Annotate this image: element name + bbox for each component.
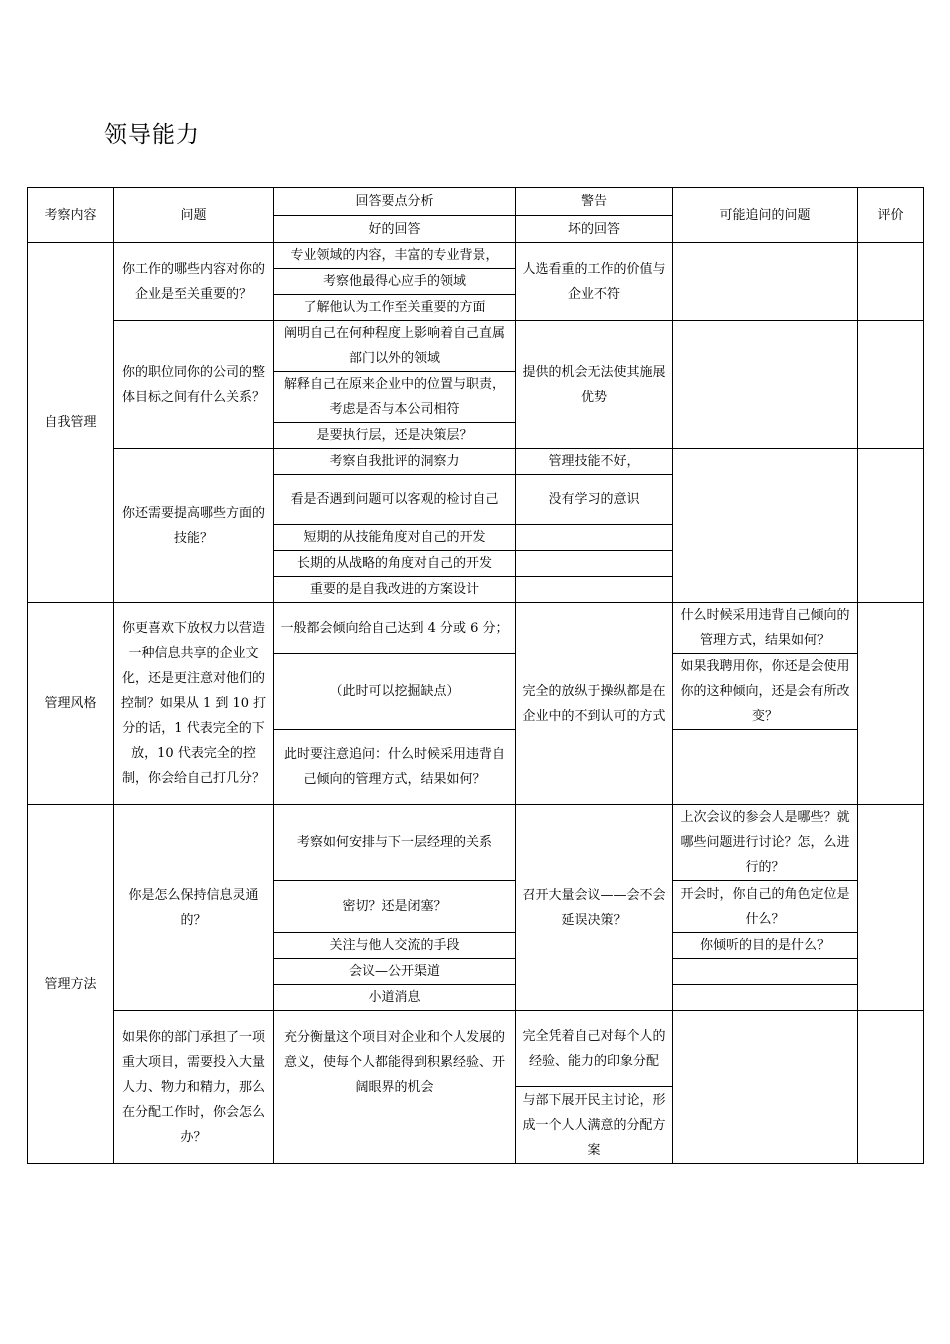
header-followup: 可能追问的问题 [673, 188, 858, 243]
header-warning: 警告 [516, 188, 673, 216]
followup-cell: 如果我聘用你，你还是会使用你的这种倾向，还是会有所改变？ [673, 654, 858, 730]
bad-answer-cell: 与部下展开民主讨论，形成一个人人满意的分配方案 [516, 1087, 673, 1164]
good-answer-cell: 专业领域的内容，丰富的专业背景， [274, 243, 516, 269]
good-answer-cell: 关注与他人交流的手段 [274, 933, 516, 959]
followup-cell: 你倾听的目的是什么？ [673, 933, 858, 959]
followup-cell: 开会时，你自己的角色定位是什么？ [673, 881, 858, 933]
header-question: 问题 [114, 188, 274, 243]
good-answer-cell: 密切？还是闭塞？ [274, 881, 516, 933]
followup-cell: 上次会议的参会人是哪些？就哪些问题进行讨论？怎，么进行的？ [673, 805, 858, 881]
evaluation-cell [858, 321, 924, 449]
question-cell: 你还需要提高哪些方面的技能？ [114, 449, 274, 603]
question-cell: 你工作的哪些内容对你的企业是至关重要的？ [114, 243, 274, 321]
good-answer-cell: 考察如何安排与下一层经理的关系 [274, 805, 516, 881]
question-cell: 你是怎么保持信息灵通的？ [114, 805, 274, 1011]
followup-cell [673, 449, 858, 603]
header-bad-answer: 坏的回答 [516, 216, 673, 243]
followup-cell [673, 243, 858, 321]
evaluation-cell [858, 805, 924, 1011]
evaluation-cell [858, 449, 924, 603]
header-good-answer: 好的回答 [274, 216, 516, 243]
good-answer-cell: 阐明自己在何种程度上影响着自己直属部门以外的领域 [274, 321, 516, 372]
evaluation-cell [858, 243, 924, 321]
good-answer-cell: 小道消息 [274, 985, 516, 1011]
good-answer-cell: 了解他认为工作至关重要的方面 [274, 295, 516, 321]
header-analysis: 回答要点分析 [274, 188, 516, 216]
good-answer-cell: 短期的从技能角度对自己的开发 [274, 525, 516, 551]
bad-answer-cell: 完全的放纵于操纵都是在企业中的不到认可的方式 [516, 603, 673, 805]
good-answer-cell: 解释自己在原来企业中的位置与职责，考虑是否与本公司相符 [274, 372, 516, 423]
page-title: 领导能力 [104, 122, 200, 148]
good-answer-cell: 一般都会倾向给自己达到 4 分或 6 分； [274, 603, 516, 654]
evaluation-cell [858, 603, 924, 805]
evaluation-cell [858, 1011, 924, 1164]
question-cell: 你的职位同你的公司的整体目标之间有什么关系？ [114, 321, 274, 449]
bad-answer-cell: 完全凭着自己对每个人的经验、能力的印象分配 [516, 1011, 673, 1087]
followup-cell [673, 321, 858, 449]
question-cell: 如果你的部门承担了一项重大项目，需要投入大量人力、物力和精力，那么在分配工作时，你会怎么办？ [114, 1011, 274, 1164]
header-evaluation: 评价 [858, 188, 924, 243]
category-cell: 自我管理 [28, 243, 114, 603]
good-answer-cell: 重要的是自我改进的方案设计 [274, 577, 516, 603]
good-answer-cell: 考察自我批评的洞察力 [274, 449, 516, 475]
good-answer-cell: 考察他最得心应手的领域 [274, 269, 516, 295]
followup-cell [673, 1011, 858, 1164]
good-answer-cell: 充分衡量这个项目对企业和个人发展的意义，使每个人都能得到积累经验、开阔眼界的机会 [274, 1011, 516, 1164]
good-answer-cell: 是要执行层，还是决策层？ [274, 423, 516, 449]
bad-answer-cell: 管理技能不好， [516, 449, 673, 475]
followup-cell [673, 985, 858, 1011]
header-category: 考察内容 [28, 188, 114, 243]
bad-answer-cell [516, 525, 673, 551]
question-cell: 你更喜欢下放权力以营造一种信息共享的企业文化，还是更注意对他们的控制？如果从 1 到 10 打分的话，1 代表完全的下放，10 代表完全的控制，你会给自己打几分？ [114, 603, 274, 805]
bad-answer-cell: 没有学习的意识 [516, 475, 673, 525]
followup-cell [673, 959, 858, 985]
bad-answer-cell: 召开大量会议——会不会延误决策？ [516, 805, 673, 1011]
followup-cell [673, 730, 858, 805]
bad-answer-cell [516, 551, 673, 577]
good-answer-cell: 看是否遇到问题可以客观的检讨自己 [274, 475, 516, 525]
followup-cell: 什么时候采用违背自己倾向的管理方式，结果如何？ [673, 603, 858, 654]
category-cell: 管理方法 [28, 805, 114, 1164]
bad-answer-cell: 提供的机会无法使其施展优势 [516, 321, 673, 449]
interview-table [27, 187, 924, 1164]
good-answer-cell: 长期的从战略的角度对自己的开发 [274, 551, 516, 577]
bad-answer-cell [516, 577, 673, 603]
bad-answer-cell: 人选看重的工作的价值与企业不符 [516, 243, 673, 321]
category-cell: 管理风格 [28, 603, 114, 805]
good-answer-cell: 会议—公开渠道 [274, 959, 516, 985]
good-answer-cell: 此时要注意追问：什么时候采用违背自己倾向的管理方式，结果如何？ [274, 730, 516, 805]
good-answer-cell: （此时可以挖掘缺点） [274, 654, 516, 730]
